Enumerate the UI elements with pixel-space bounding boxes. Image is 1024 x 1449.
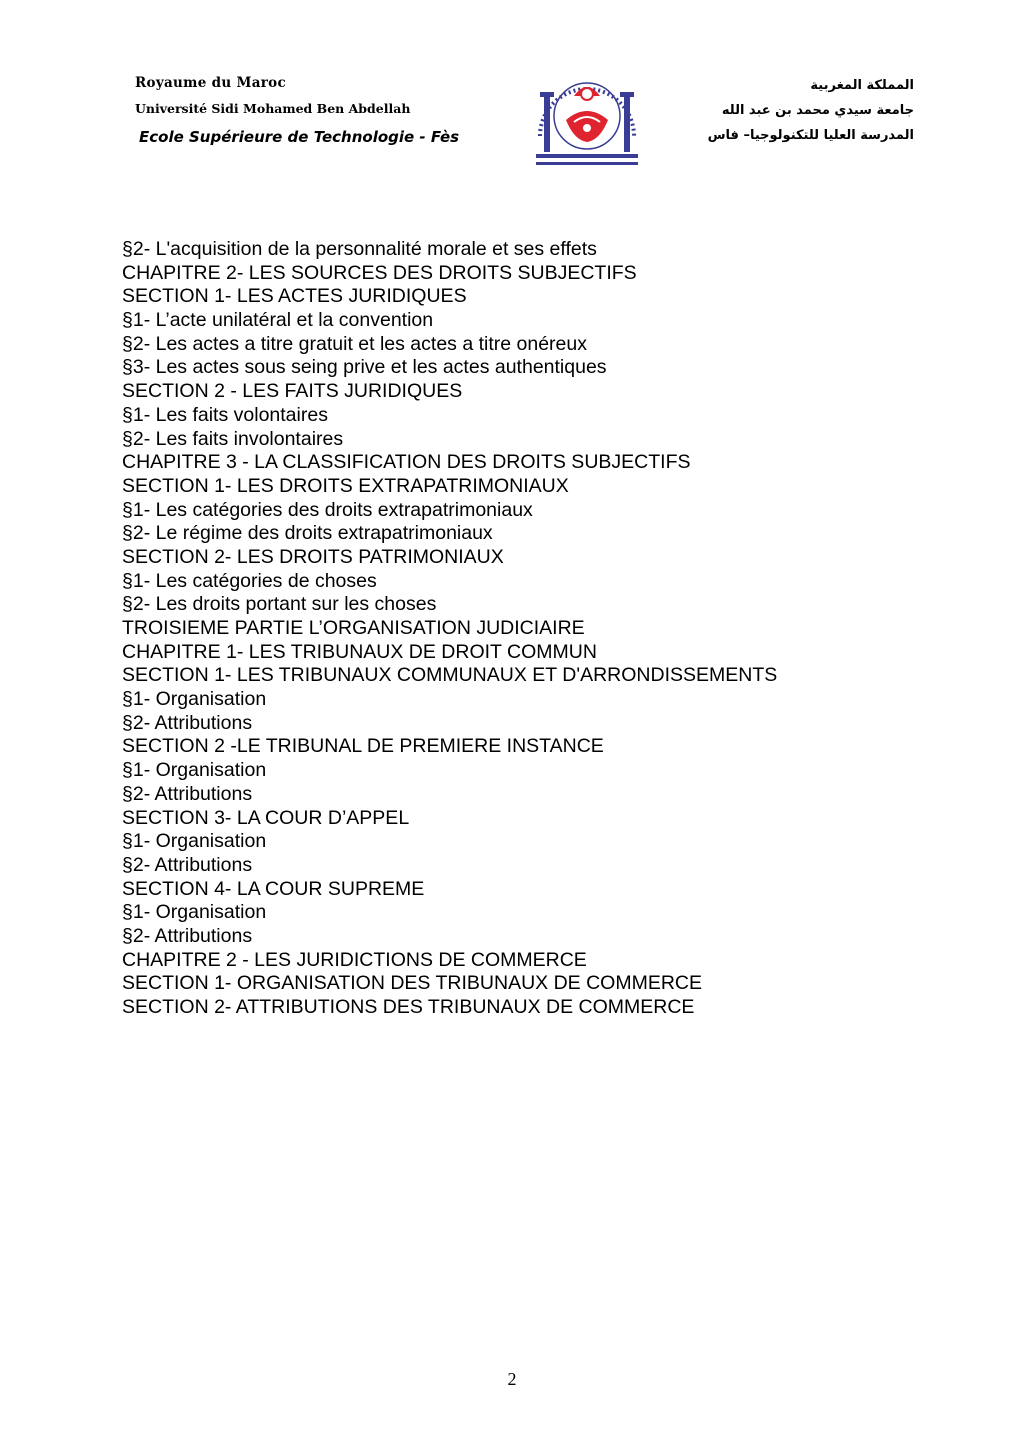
- toc-entry: §3- Les actes sous seing prive et les actes authentiques: [122, 356, 607, 379]
- toc-entry: §2- L'acquisition de la personnalité morale et ses effets: [122, 238, 597, 260]
- university-emblem-icon: [530, 58, 644, 178]
- toc-entry: CHAPITRE 2 - LES JURIDICTIONS DE COMMERCE: [122, 948, 587, 971]
- toc-entry: SECTION 2- LES DROITS PATRIMONIAUX: [122, 545, 504, 568]
- toc-entry: §2- Les droits portant sur les choses: [122, 593, 437, 616]
- school-name: Ecole Supérieure de Technologie - Fès: [139, 128, 460, 146]
- toc-entry: SECTION 2 - LES FAITS JURIDIQUES: [122, 380, 463, 403]
- toc-entry: §1- Organisation: [122, 901, 267, 924]
- toc-entry: CHAPITRE 2- LES SOURCES DES DROITS SUBJECTIFS: [122, 261, 637, 284]
- toc-entry: SECTION 2 -LE TRIBUNAL DE PREMIERE INSTANCE: [122, 735, 604, 758]
- toc-entry: §2- Les actes a titre gratuit et les actes a titre onéreux: [122, 332, 587, 355]
- toc-entry: §1- Organisation: [122, 830, 267, 853]
- toc-entry: SECTION 1- LES ACTES JURIDIQUES: [122, 285, 467, 308]
- toc-entry: §2- Les faits involontaires: [122, 427, 344, 450]
- toc-entry: §1- Les catégories de choses: [122, 569, 377, 592]
- toc-entry: §2- Attributions: [122, 782, 253, 805]
- toc-entry: §2- Le régime des droits extrapatrimoniaux: [122, 522, 493, 545]
- toc-entry: SECTION 4- LA COUR SUPREME: [122, 877, 425, 900]
- toc-entry: §1- Organisation: [122, 759, 267, 782]
- header-right-arabic: [694, 78, 914, 153]
- toc-entry: SECTION 1- LES TRIBUNAUX COMMUNAUX ET D'ARRONDISSEMENTS: [122, 664, 778, 687]
- toc-entry: SECTION 1- LES DROITS EXTRAPATRIMONIAUX: [122, 474, 569, 497]
- toc-entry: SECTION 3- LA COUR D’APPEL: [122, 806, 410, 829]
- toc-entry: CHAPITRE 3 - LA CLASSIFICATION DES DROITS SUBJECTIFS: [122, 451, 691, 474]
- school-name-arabic: المدرسة العليا للتكنولوجيا– فاس: [707, 128, 914, 143]
- page-number: 2: [507, 1369, 517, 1389]
- header-left: [135, 74, 515, 147]
- university-name: Université Sidi Mohamed Ben Abdellah: [135, 101, 411, 116]
- toc-entry: §1- Les catégories des droits extrapatrimoniaux: [122, 498, 533, 521]
- toc-entry: §2- Attributions: [122, 924, 253, 947]
- table-of-contents: [122, 238, 902, 1020]
- toc-entry: SECTION 2- ATTRIBUTIONS DES TRIBUNAUX DE COMMERCE: [122, 996, 695, 1018]
- toc-entry: TROISIEME PARTIE L’ORGANISATION JUDICIAIRE: [122, 617, 585, 639]
- country-name-arabic: المملكة المغربية: [810, 78, 914, 93]
- university-name-arabic: جامعة سيدي محمد بن عبد الله: [721, 103, 914, 118]
- toc-entry: §1- Les faits volontaires: [122, 403, 328, 426]
- toc-entry: §2- Attributions: [122, 711, 253, 734]
- toc-entry: §1- Organisation: [122, 688, 267, 711]
- toc-entry: §2- Attributions: [122, 853, 253, 876]
- toc-entry: CHAPITRE 1- LES TRIBUNAUX DE DROIT COMMUN: [122, 640, 597, 663]
- toc-entry: §1- L’acte unilatéral et la convention: [122, 309, 434, 332]
- toc-entry: SECTION 1- ORGANISATION DES TRIBUNAUX DE COMMERCE: [122, 972, 703, 995]
- country-name: Royaume du Maroc: [135, 75, 286, 91]
